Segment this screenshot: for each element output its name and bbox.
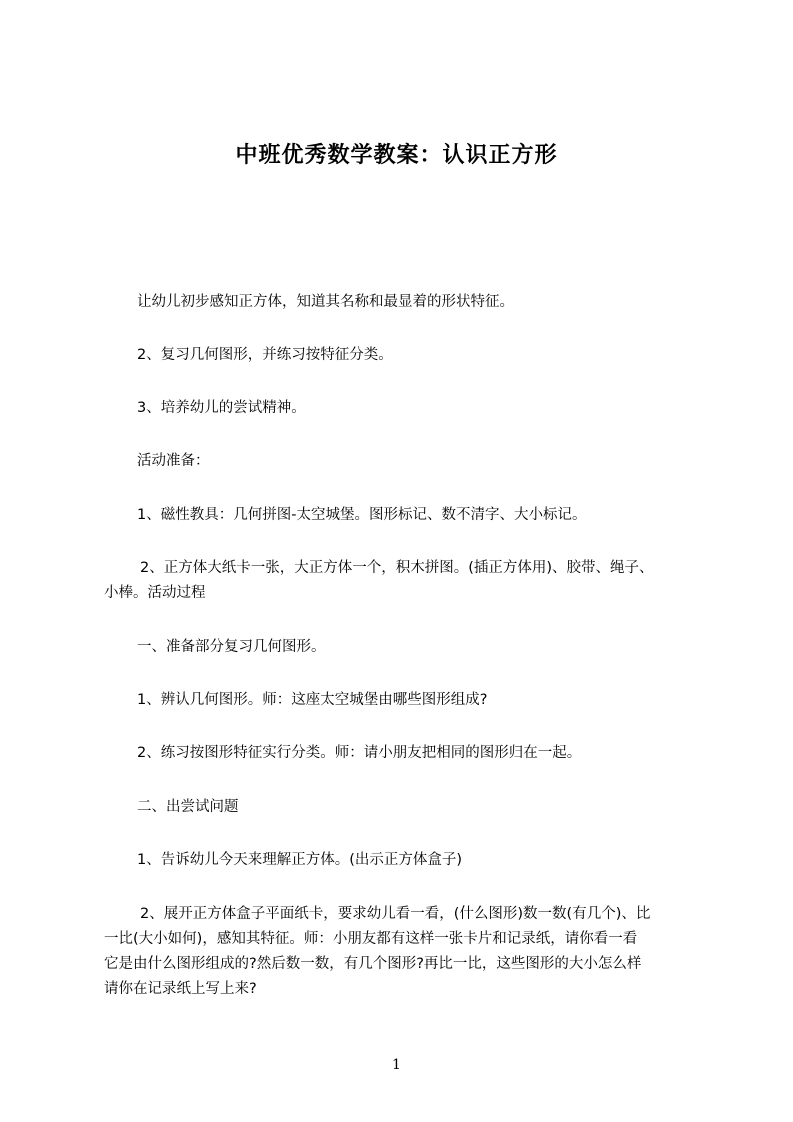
- paragraph-preparation-1: 1、磁性教具：几何拼图-太空城堡。图形标记、数不清字、大小标记。: [137, 507, 587, 523]
- paragraph-section-2-heading: 二、出尝试问题: [137, 799, 239, 815]
- paragraph-section-2-item-2-line-2: 一比(大小如何)，感知其特征。师：小朋友都有这样一张卡片和记录纸，请你看一看: [104, 931, 638, 947]
- page-title: 中班优秀数学教案：认识正方形: [235, 143, 558, 168]
- paragraph-objective-1: 让幼儿初步感知正方体，知道其名称和最显着的形状特征。: [137, 294, 514, 310]
- paragraph-section-1-heading: 一、准备部分复习几何图形。: [137, 639, 326, 655]
- paragraph-section-1-item-2: 2、练习按图形特征实行分类。师：请小朋友把相同的图形归在一起。: [137, 745, 582, 761]
- paragraph-section-1-item-1: 1、辨认几何图形。师：这座太空城堡由哪些图形组成?: [137, 692, 488, 708]
- paragraph-objective-2: 2、复习几何图形，并练习按特征分类。: [137, 347, 393, 363]
- paragraph-preparation-2: 2、正方体大纸卡一张，大正方体一个，积木拼图。(插正方体用)、胶带、绳子、: [140, 560, 654, 576]
- paragraph-section-2-item-2: 2、展开正方体盒子平面纸卡，要求幼儿看一看，(什么图形)数一数(有几个)、比: [140, 906, 651, 922]
- paragraph-preparation-2-cont: 小棒。活动过程: [104, 585, 206, 601]
- paragraph-preparation-heading: 活动准备：: [137, 453, 210, 469]
- paragraph-section-2-item-1: 1、告诉幼儿今天来理解正方体。(出示正方体盒子): [137, 852, 463, 868]
- paragraph-section-2-item-2-line-3: 它是由什么图形组成的?然后数一数，有几个图形?再比一比，这些图形的大小怎么样: [104, 956, 642, 972]
- paragraph-objective-3: 3、培养幼儿的尝试精神。: [137, 400, 306, 416]
- paragraph-section-2-item-2-line-4: 请你在记录纸上写上来?: [104, 981, 257, 997]
- page-number: 1: [392, 1057, 401, 1073]
